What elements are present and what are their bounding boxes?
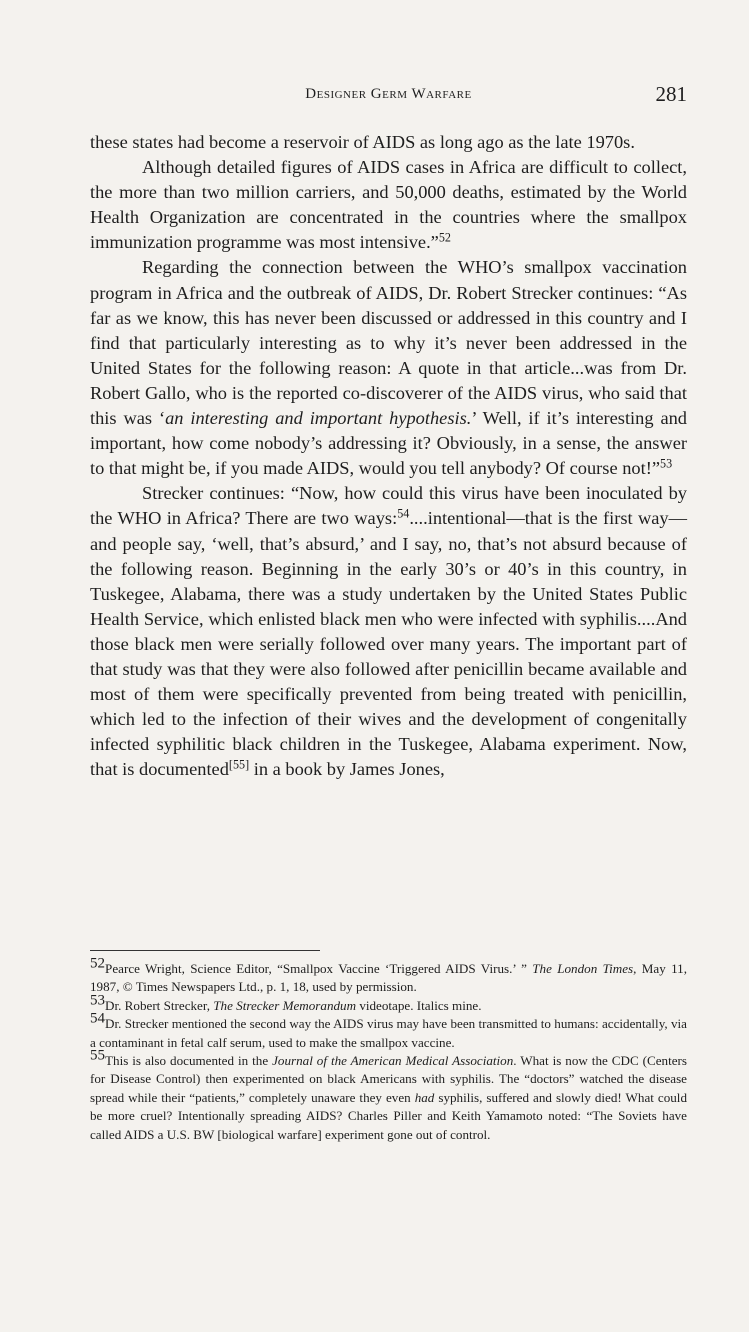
note-reference: 54 — [397, 506, 410, 521]
text-run: Dr. Robert Strecker, — [105, 997, 214, 1013]
page-number: 281 — [655, 82, 687, 106]
note-reference: 53 — [90, 992, 106, 1009]
note-reference: 52 — [90, 955, 106, 972]
text-run: Dr. Strecker mentioned the second way the AIDS virus may have been transmitted to humans: accidentally, via a contaminant in fetal calf serum, used to make the smallpox vaccine. — [90, 1016, 687, 1050]
text-run: ’ Well, if it’s interesting and important, how come nobody’s addressing it? Obviously, in a sense, the answer to that might be, if you made AIDS, would you tell anybody? Of course not!” — [90, 408, 687, 479]
note-reference: 52 — [438, 230, 451, 245]
text-run: Although detailed figures of AIDS cases in Africa are difficult to collect, the more than two million carriers, and 50,000 deaths, estimated by the World Health Organization are concentrated in the countries where the smallpox immunization programme was most intensive.” — [90, 157, 687, 253]
body-text — [90, 130, 687, 782]
text-run: , May 11, 1987, © Times Newspapers Ltd., p. 1, 18, used by permission. — [90, 961, 687, 995]
text-run: in a book by James Jones, — [249, 759, 445, 780]
note-reference: 53 — [660, 456, 673, 471]
footnote — [90, 1047, 688, 1144]
paragraph — [90, 130, 687, 155]
text-run: Pearce Wright, Science Editor, “Smallpox Vaccine ‘Triggered AIDS Virus.’ ” — [105, 961, 533, 976]
text-run: Strecker continues: “Now, how could this virus have been inoculated by the WHO in Africa? There are two ways: — [90, 483, 687, 529]
paragraph — [90, 255, 687, 481]
running-head-title: Designer Germ Warfare — [305, 86, 472, 102]
footnote — [90, 1010, 687, 1052]
text-run: these states had become a reservoir of AIDS as long ago as the late 1970s. — [90, 132, 635, 152]
note-reference: 55 — [90, 1047, 106, 1064]
text-run: Regarding the connection between the WHO’s smallpox vaccination program in Africa and the outbreak of AIDS, Dr. Robert Strecker continues: “As far as we know, this has never been discussed or addressed in this country and I find that particularly interesting as to why it’s never been addressed in the United States for the following reason: A quote in that article...was from Dr. Robert Gallo, who is the reported co-discoverer of the AIDS virus, who said that this was ‘ — [90, 257, 687, 429]
note-reference: 54 — [90, 1010, 106, 1027]
italic-text: The London Times — [532, 961, 634, 976]
paragraph — [90, 155, 687, 255]
footnote-rule — [90, 950, 320, 951]
footnote — [90, 992, 687, 1015]
paragraph — [90, 481, 687, 782]
text-run: This is also documented in the — [105, 1053, 273, 1069]
note-reference: [55] — [228, 757, 250, 772]
text-run: ....intentional—that is the first way—and people say, ‘well, that’s absurd,’ and I say, no, that’s not absurd because of the following reason. Beginning in the early 30’s or 40’s in this country, in Tuskegee, Alabama, there was a study undertaken by the United States Public Health Service, which enlisted black men who were infected with syphilis....And those black men were serially followed over many years. The important part of that study was that they were also followed after penicillin became available and most of them were specifically prevented from being treated with penicillin, which led to the infection of their wives and the development of congenitally infected syphilitic black children in the Tuskegee, Alabama experiment. Now, that is documented — [90, 508, 687, 780]
text-run: syphilis, suffered and slowly died! What could be more cruel? Intentionally spreading AIDS? Charles Piller and Keith Yamamoto noted: “The Soviets have called AIDS a U.S. BW [biological warfare] experiment gone out of control. — [90, 1089, 687, 1142]
footnote — [90, 955, 687, 997]
italic-text: an interesting and important hypothesis. — [165, 408, 472, 429]
text-run: . What is now the CDC (Centers for Disease Control) then experimented on black Americans with syphilis. The “doctors” watched the disease spread while their “patients,” completely unaware they even — [90, 1053, 688, 1105]
footnotes — [90, 955, 688, 1144]
text-run: videotape. Italics mine. — [356, 997, 482, 1013]
italic-text: The Strecker Memorandum — [213, 997, 357, 1013]
italic-text: Journal of the American Medical Association — [272, 1053, 514, 1069]
italic-text: had — [414, 1089, 435, 1105]
running-head — [90, 80, 687, 110]
